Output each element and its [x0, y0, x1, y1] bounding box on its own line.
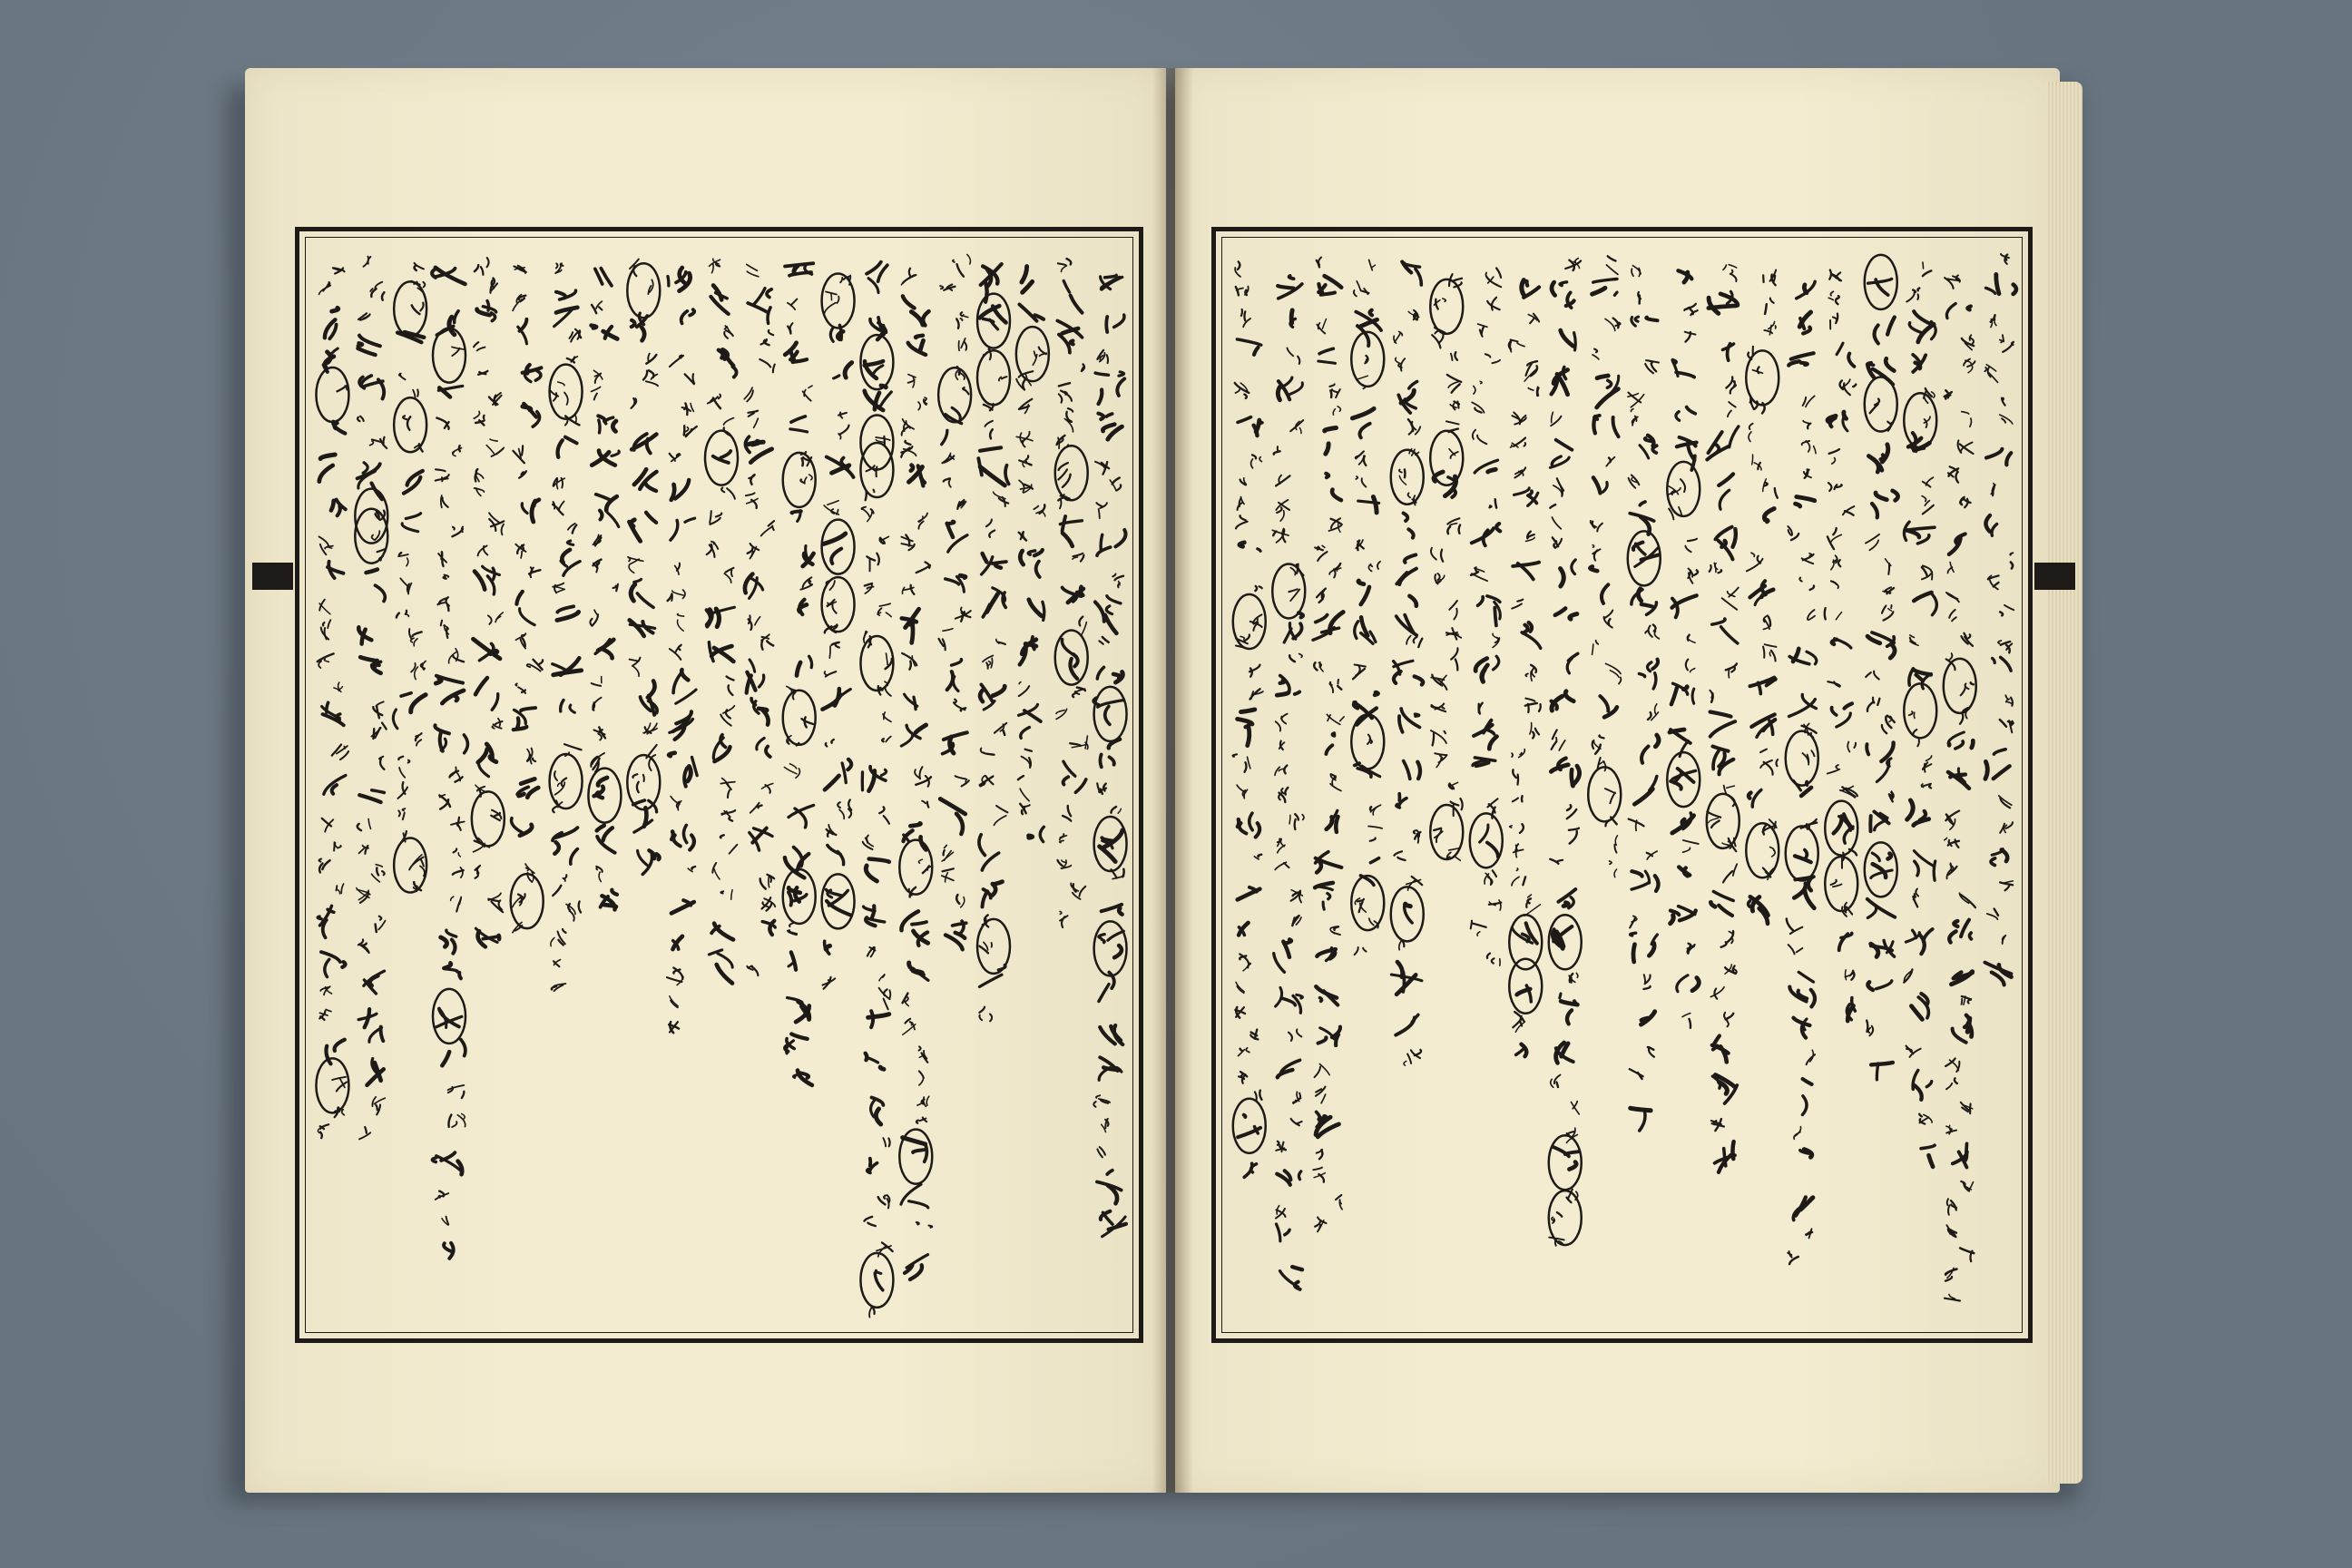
text-column [1628, 266, 1661, 1131]
text-column [1470, 268, 1503, 965]
text-column [744, 264, 775, 975]
text-column [1055, 259, 1088, 927]
page-edges [2046, 82, 2082, 1484]
text-column [1549, 259, 1582, 1246]
text-column [977, 264, 1010, 1021]
text-column [1313, 258, 1344, 1232]
text-column [1944, 275, 1976, 1300]
text-column [705, 259, 738, 983]
left-text-columns [313, 243, 1130, 1328]
text-column [1509, 280, 1542, 1057]
text-column [899, 269, 932, 1279]
text-column [588, 269, 621, 910]
text-column [1904, 262, 1936, 1167]
text-column [1746, 270, 1779, 924]
text-column [1016, 267, 1049, 842]
text-column [355, 257, 387, 1140]
text-column [938, 254, 971, 949]
right-ink-columns [1230, 243, 2019, 1328]
text-column [1430, 274, 1463, 860]
text-column [1984, 254, 2016, 985]
text-column [1588, 256, 1621, 877]
text-column [860, 262, 893, 1318]
text-column [511, 266, 544, 933]
text-column [1825, 270, 1857, 1022]
text-column [1667, 270, 1700, 1028]
text-column [1351, 260, 1384, 955]
text-column [1707, 265, 1740, 1172]
right-text-columns [1230, 243, 2019, 1328]
text-column [1391, 262, 1424, 1066]
text-column [822, 273, 855, 988]
text-column [432, 268, 467, 1259]
book-gutter [1152, 68, 1193, 1493]
text-column [316, 268, 348, 1138]
left-margin-tab [252, 563, 293, 590]
text-column [783, 263, 816, 1085]
text-column [472, 258, 505, 946]
text-column [627, 260, 660, 875]
text-column [667, 268, 697, 1033]
text-column [1786, 281, 1818, 1264]
text-column [550, 263, 583, 991]
text-column [393, 263, 426, 893]
right-margin-tab [2034, 563, 2075, 590]
text-column [1865, 255, 1898, 1080]
text-column [1272, 276, 1305, 1289]
text-column [1093, 275, 1127, 1236]
left-ink-columns [313, 243, 1130, 1328]
text-column [1233, 261, 1266, 1177]
